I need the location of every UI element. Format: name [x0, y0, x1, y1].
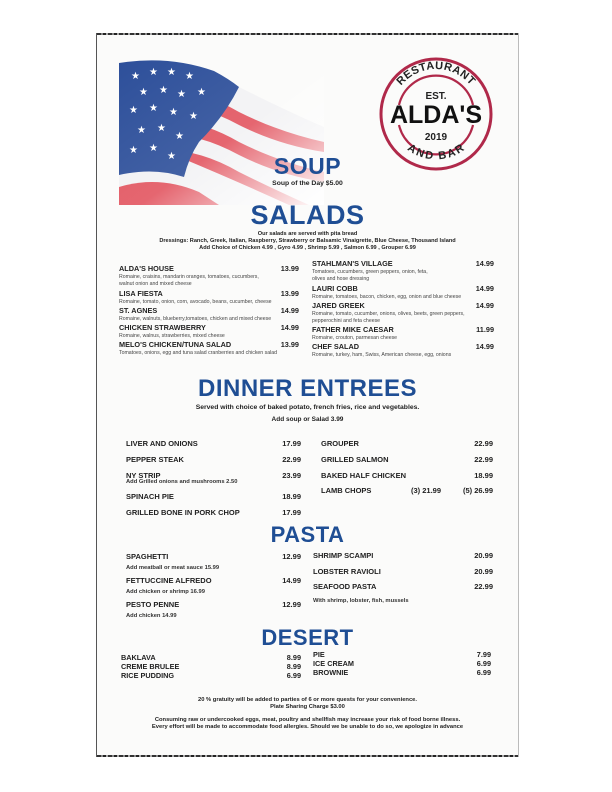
svg-text:RESTAURANT [394, 60, 477, 88]
menu-item: CHICKEN STRAWBERRY 14.99 [119, 323, 299, 332]
logo-year: 2019 [424, 132, 448, 143]
item-description: Romaine, tomatoes, bacon, chicken, egg, onion and blue cheese [312, 294, 462, 300]
allergy-note: Every effort will be made to accommodate food allergies. Should we be unable to do so, we apologize in advance [151, 724, 464, 730]
menu-item: SEAFOOD PASTA 22.99 [313, 582, 493, 591]
menu-item: LIVER AND ONIONS 17.99 [126, 439, 301, 448]
menu-item: MELO'S CHICKEN/TUNA SALAD 13.99 [119, 340, 299, 349]
menu-item: FETTUCCINE ALFREDO 14.99 [126, 576, 301, 585]
menu-item: STAHLMAN'S VILLAGE 14.99 [312, 259, 494, 268]
menu-item: SHRIMP SCAMPI 20.99 [313, 551, 493, 560]
plate-sharing-note: Plate Sharing Charge $3.00 [270, 704, 345, 710]
soup-heading: SOUP [273, 153, 342, 179]
item-description: Romaine, turkey, ham, Swiss, American cheese, egg, onions [312, 352, 452, 358]
item-description: Romaine, craisins, mandarin oranges, tomatoes, cucumbers, walnut onion and mixed cheese [119, 274, 259, 287]
menu-item: PEPPER STEAK 22.99 [126, 455, 301, 464]
salads-heading: SALADS [250, 200, 365, 230]
menu-item: GROUPER 22.99 [321, 439, 493, 448]
menu-item: LOBSTER RAVIOLI 20.99 [313, 567, 493, 576]
menu-item: GRILLED BONE IN PORK CHOP 17.99 [126, 508, 301, 517]
menu-item: ALDA'S HOUSE 13.99 [119, 264, 299, 273]
item-description: Romaine, walnus, strawberries, mixed cheese [119, 333, 225, 339]
menu-item: PESTO PENNE 12.99 [126, 600, 301, 609]
salads-note-pita: Our salads are served with pita bread [257, 231, 358, 237]
menu-item: SPINACH PIE 18.99 [126, 492, 301, 501]
menu-item: LISA FIESTA 13.99 [119, 289, 299, 298]
gratuity-note: 20 % gratuity will be added to parties of 6 or more quests for your convenience. [197, 697, 418, 703]
item-description: Romaine, walnuts, blueberry,tomatoes, chicken and mixed cheese [119, 316, 272, 322]
entrees-note-soup: Add soup or Salad 3.99 [271, 416, 344, 423]
item-description: Add meatball or meat sauce 15.99 [126, 565, 220, 571]
salads-note-dressings: Dressings: Ranch, Greek, Italian, Raspberry, Strawberry or Balsamic Vinaigrette, Blue Cheese, Thousand Island [159, 238, 456, 244]
item-description: With shrimp, lobster, fish, mussels [313, 598, 409, 604]
entrees-note-sides: Served with choice of baked potato, french fries, rice and vegetables. [195, 404, 420, 411]
food-warning: Consuming raw or undercooked eggs, meat, poultry and shellfish may increase your risk of food borne illness. [154, 717, 461, 723]
menu-item: CHEF SALAD 14.99 [312, 342, 494, 351]
item-description: Tomatoes, cucumbers, green peppers, onion, feta, olives and hose dressing [312, 269, 428, 282]
menu-item: SPAGHETTI 12.99 [126, 552, 301, 561]
pasta-heading: PASTA [270, 522, 345, 547]
item-description: Add chicken 14.99 [126, 613, 177, 619]
logo-bottom-text: AND BAR [405, 141, 467, 163]
item-description: Tomatoes, onions, egg and tuna salad cranberries and chicken salad [119, 350, 278, 356]
menu-item: LAMB CHOPS (3) 21.99 (5) 26.99 [321, 486, 493, 495]
salads-note-addons: Add Choice of Chicken 4.99 , Gyro 4.99 , Shrimp 5.99 , Salmon 6.99 , Grouper 6.99 [199, 245, 416, 251]
item-description: Romaine, tomato, cucumber, onions, olives, beets, green peppers, pepperochini and feta cheese [312, 311, 465, 324]
menu-item: LAURI COBB 14.99 [312, 284, 494, 293]
menu-item: ICE CREAM 6.99 [313, 659, 491, 668]
soup-subtitle: Soup of the Day $5.00 [272, 180, 343, 187]
menu-page [96, 33, 519, 757]
entrees-heading: DINNER ENTREES [197, 375, 418, 402]
item-description: Romaine, crouton, parmesan cheese [312, 335, 398, 341]
logo-est: EST. [425, 91, 447, 102]
menu-item: GRILLED SALMON 22.99 [321, 455, 493, 464]
menu-item: FATHER MIKE CAESAR 11.99 [312, 325, 494, 334]
desert-heading: DESERT [261, 625, 354, 650]
menu-item: PIE 7.99 [313, 650, 491, 659]
menu-item: CREME BRULEE 8.99 [121, 662, 301, 671]
menu-item: ST. AGNES 14.99 [119, 306, 299, 315]
item-description: Romaine, tomato, onion, corn, avocado, beans, cucumber, cheese [119, 299, 272, 305]
item-description: Add Grilled onions and mushrooms 2.50 [126, 479, 238, 485]
item-description: Add chicken or shrimp 16.99 [126, 589, 205, 595]
logo-top-text: RESTAURANT [394, 59, 478, 88]
logo-name: ALDA'S [389, 101, 483, 129]
menu-item: JARED GREEK 14.99 [312, 301, 494, 310]
menu-item: BAKED HALF CHICKEN 18.99 [321, 471, 493, 480]
menu-item: BROWNIE 6.99 [313, 668, 491, 677]
menu-item: BAKLAVA 8.99 [121, 653, 301, 662]
menu-item: RICE PUDDING 6.99 [121, 671, 301, 680]
menu-item: NY STRIP 23.99 [126, 471, 301, 480]
